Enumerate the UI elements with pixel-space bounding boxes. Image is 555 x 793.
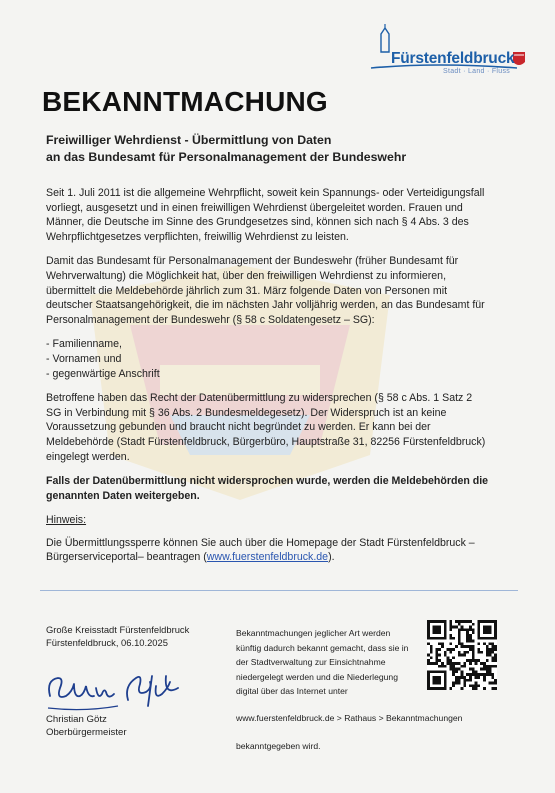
list-item: - Familienname, [46, 338, 122, 351]
text-line: vorliegt, ausgesetzt und in einen freiwilligen Wehrdienst übergeleitet worden. Frauen und [46, 201, 463, 214]
paragraph-2 [46, 254, 528, 327]
text-line: Bekanntmachungen jeglicher Art werden [236, 628, 391, 638]
text-line: genannten Daten weitergeben. [46, 489, 200, 502]
town-logo [367, 22, 527, 82]
text-line: Falls der Datenübermittlung nicht widersprochen wurde, werden die Meldebehörden die [46, 475, 489, 488]
divider [40, 590, 518, 591]
text-line: künftig dadurch bekannt gemacht, dass sie in [236, 642, 409, 653]
text-line: Personalmanagement der Bundeswehr (§ 58 c Soldatengesetz – SG): [46, 313, 375, 326]
subtitle-line: Freiwilliger Wehrdienst - Übermittlung von Daten [46, 133, 332, 147]
text-line: übermittelt die Meldebehörde jährlich zum 31. März folgende Daten von Personen mit [46, 284, 448, 297]
text-line: Betroffene haben das Recht der Datenübermittlung zu widersprechen (§ 58 c Abs. 1 Satz 2 [46, 392, 473, 405]
authority-name: Große Kreisstadt Fürstenfeldbruck [46, 624, 190, 635]
place-date: Fürstenfeldbruck, 06.10.2025 [46, 636, 168, 648]
signer-block [46, 714, 127, 740]
signer-name: Christian Götz [46, 714, 107, 725]
text-line [46, 550, 528, 565]
subtitle-line: an das Bundesamt für Personalmanagement der Bundeswehr [46, 150, 407, 164]
subtitle [46, 132, 526, 166]
list-item: - gegenwärtige Anschrift [46, 367, 160, 380]
logo-tagline: Stadt · Land · Fluss [443, 68, 511, 75]
text-line: eingelegt werden. [46, 450, 130, 463]
text-line: Die Übermittlungssperre können Sie auch über die Homepage der Stadt Fürstenfeldbruck – [46, 536, 475, 549]
logo-name: Fürstenfeldbruck [391, 50, 515, 67]
data-list [46, 337, 528, 381]
text-line: SG in Verbindung mit § 36 Abs. 2 Bundesmeldegesetz). Der Widerspruch ist an keine [46, 406, 447, 419]
publication-ending: bekanntgegeben wird. [236, 741, 321, 751]
text-line: Meldebehörde (Stadt Fürstenfeldbruck, Bürgerbüro, Hauptstraße 31, 82256 Fürstenfeldbruck) [46, 435, 486, 448]
hinweis-text [46, 536, 528, 565]
text-line: Wehrverwaltung) die Möglichkeit hat, über den freiwilligen Wehrdienst zu informieren, [46, 269, 447, 282]
text-segment: ). [328, 551, 335, 564]
text-line: digital über das Internet unter [236, 686, 348, 697]
publication-url: www.fuerstenfeldbruck.de > Rathaus > Bekanntmachungen [236, 713, 463, 723]
homepage-link[interactable]: www.fuerstenfeldbruck.de [206, 551, 329, 564]
qr-code-icon [427, 620, 497, 690]
publication-notice [236, 626, 426, 699]
text-line: der Stadtverwaltung zur Einsichtnahme [236, 657, 386, 668]
text-line: Wehrpflichtgesetzes verpflichten, freiwillig Wehrdienst zu leisten. [46, 230, 349, 243]
text-line: Männer, die Deutsche im Sinne des Grundgesetzes sind, können sich nach § 4 Abs. 3 des [46, 216, 469, 229]
text-line: Seit 1. Juli 2011 ist die allgemeine Wehrpflicht, soweit kein Spannungs- oder Verteidigungsfall [46, 187, 485, 199]
text-line: niedergelegt werden und die Niederlegung [236, 671, 398, 682]
hinweis-label: Hinweis: [46, 514, 87, 527]
text-segment: Bürgerserviceportal– beantragen ( [46, 551, 207, 564]
signature-image [44, 666, 184, 716]
authority-block [46, 624, 189, 650]
text-line: Voraussetzung gebunden und braucht nicht begründet zu werden. Er kann bei der [46, 421, 431, 434]
notice-body [46, 186, 528, 575]
paragraph-3 [46, 391, 528, 464]
bold-paragraph [46, 474, 528, 503]
text-line: Damit das Bundesamt für Personalmanagement der Bundeswehr (früher Bundesamt für [46, 255, 459, 268]
paragraph-1 [46, 186, 528, 244]
page-title: BEKANNTMACHUNG [42, 86, 328, 117]
signer-title: Oberbürgermeister [46, 726, 127, 738]
list-item: - Vornamen und [46, 352, 122, 365]
text-line: deutscher Staatsangehörigkeit, die im nächsten Jahr volljährig werden, an das Bundesamt für [46, 299, 485, 312]
